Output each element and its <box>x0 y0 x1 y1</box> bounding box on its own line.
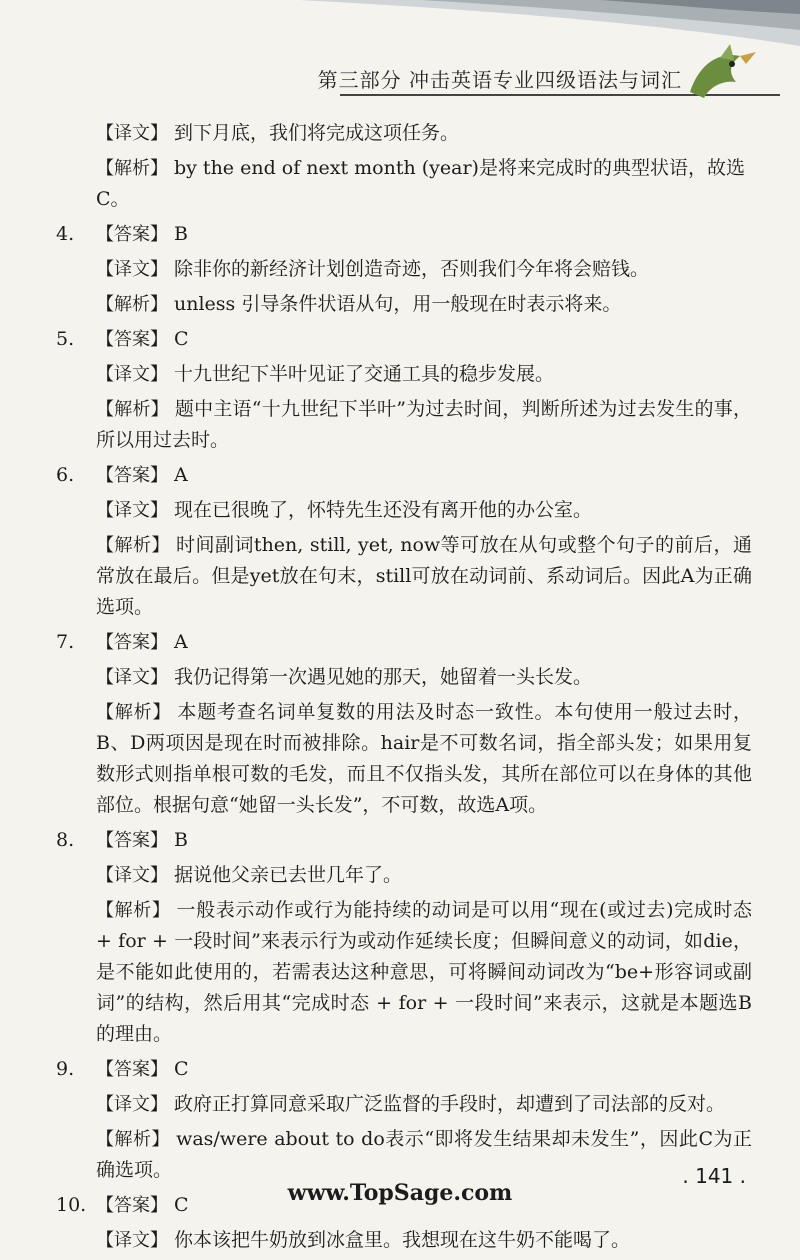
answer-row: 10. 【答案】 C <box>0 1190 800 1221</box>
entry-5 <box>0 324 800 456</box>
answer-letter: A <box>174 631 188 653</box>
analysis-row: 【解析】 was/were about to do表示“即将发生结果却未发生”，因此C为正确选项。 <box>96 1128 753 1181</box>
item-number: 5. <box>56 328 75 350</box>
entry-8 <box>0 825 800 1050</box>
answer-letter: C <box>174 328 189 350</box>
dragon-mascot-icon <box>680 42 760 102</box>
answer-row: 7. 【答案】 A <box>0 627 800 658</box>
analysis-row: 【解析】 题中主语“十九世纪下半叶”为过去时间，判断所述为过去发生的事，所以用过去时。 <box>96 398 752 451</box>
answer-key-content <box>0 118 800 1260</box>
answer-letter: C <box>174 1058 189 1080</box>
translation-row: 【译文】 你本该把牛奶放到冰盒里。我想现在这牛奶不能喝了。 <box>96 1229 631 1251</box>
item-number: 4. <box>56 223 75 245</box>
entry-3-continued <box>0 118 800 215</box>
answer-letter: C <box>174 1194 189 1216</box>
translation-row: 【译文】 现在已很晚了，怀特先生还没有离开他的办公室。 <box>96 499 593 521</box>
entry-7 <box>0 627 800 821</box>
item-number: 7. <box>56 631 75 653</box>
analysis-row: 【解析】 unless 引导条件状语从句，用一般现在时表示将来。 <box>96 293 622 315</box>
answer-row: 8. 【答案】 B <box>0 825 800 856</box>
entry-4 <box>0 219 800 320</box>
header-title: 第三部分 冲击英语专业四级语法与词汇 <box>317 68 682 92</box>
item-number: 9. <box>56 1058 75 1080</box>
answer-letter: B <box>174 223 188 245</box>
answer-row: 5. 【答案】 C <box>0 324 800 355</box>
answer-row: 6. 【答案】 A <box>0 460 800 491</box>
translation-row: 【译文】 到下月底，我们将完成这项任务。 <box>96 122 460 144</box>
translation-row: 【译文】 除非你的新经济计划创造奇迹，否则我们今年将会赔钱。 <box>96 258 650 280</box>
translation-row: 【译文】 据说他父亲已去世几年了。 <box>96 864 403 886</box>
answer-letter: B <box>174 829 188 851</box>
answer-row: 9. 【答案】 C <box>0 1054 800 1085</box>
item-number: 10. <box>56 1194 87 1216</box>
footer-url: www.TopSage.com <box>287 1180 513 1206</box>
item-number: 8. <box>56 829 75 851</box>
page-number: . 141 . <box>682 1164 746 1188</box>
item-number: 6. <box>56 464 75 486</box>
answer-letter: A <box>174 464 188 486</box>
entry-6 <box>0 460 800 623</box>
translation-row: 【译文】 十九世纪下半叶见证了交通工具的稳步发展。 <box>96 363 555 385</box>
analysis-row: 【解析】 本题考查名词单复数的用法及时态一致性。本句使用一般过去时，B、D两项因是现在时而被排除。hair是不可数名词，指全部头发；如果用复数形式则指单根可数的毛发，而且不仅指头发，其所在部位可以在身体的其他部位。根据句意“她留一头长发”，不可数，故选A项。 <box>96 701 752 816</box>
entry-9 <box>0 1054 800 1186</box>
analysis-row: 【解析】 一般表示动作或行为能持续的动词是可以用“现在(或过去)完成时态 + for + 一段时间”来表示行为或动作延续长度；但瞬间意义的动词，如die，是不能如此使用的，若需表达这种意思，可将瞬间动词改为“be+形容词或副词”的结构，然后用其“完成时态 + for + 一段时间”来表示，这就是本题选B的理由。 <box>96 899 753 1045</box>
analysis-row: 【解析】 时间副词then, still, yet, now等可放在从句或整个句子的前后，通常放在最后。但是yet放在句末，still可放在动词前、系动词后。因此A为正确选项。 <box>96 534 753 618</box>
answer-row: 4. 【答案】 B <box>0 219 800 250</box>
translation-row: 【译文】 我仍记得第一次遇见她的那天，她留着一头长发。 <box>96 666 593 688</box>
analysis-row: 【解析】 by the end of next month (year)是将来完成时的典型状语，故选C。 <box>96 157 745 210</box>
translation-row: 【译文】 政府正打算同意采取广泛监督的手段时，却遭到了司法部的反对。 <box>96 1093 726 1115</box>
